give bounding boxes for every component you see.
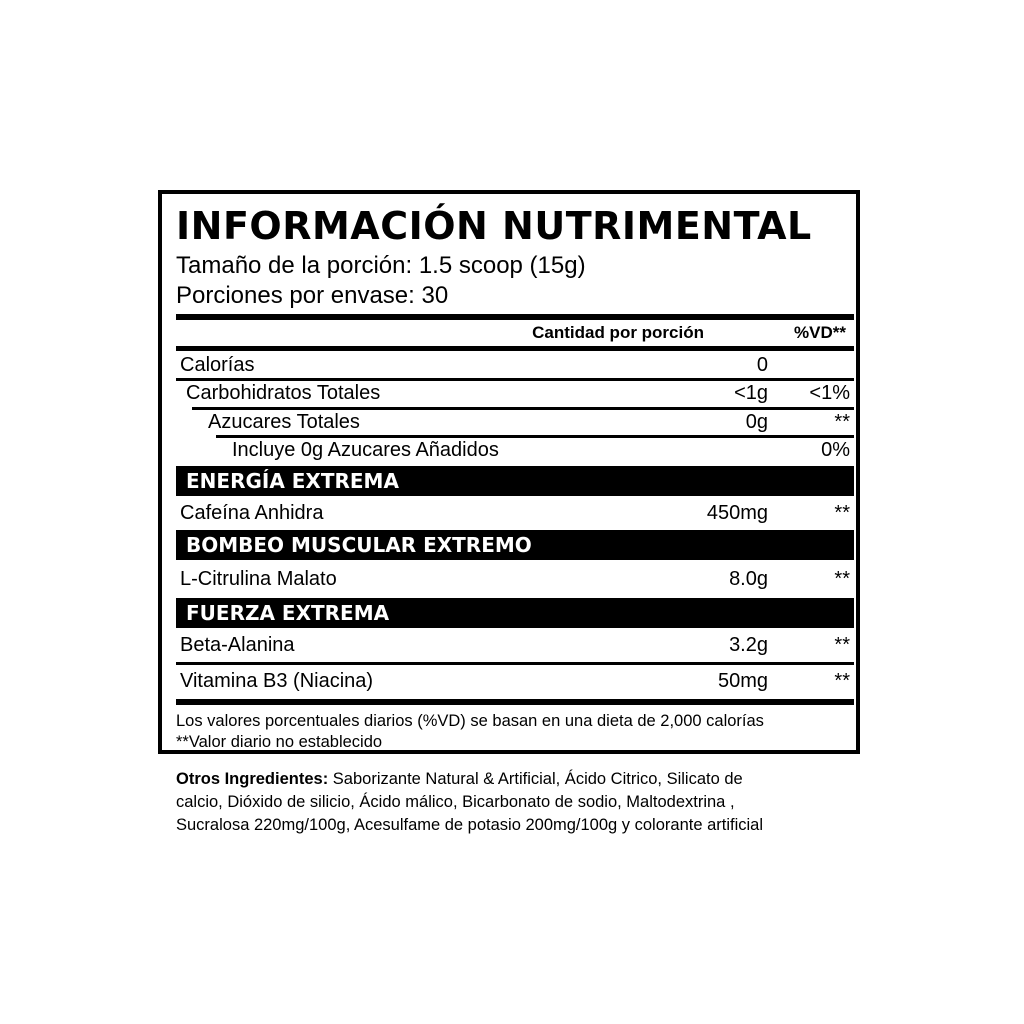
nutrient-dv: **: [834, 670, 850, 692]
nutrient-amount: 0g: [745, 411, 768, 433]
section-band-energy: ENERGÍA EXTREMA: [176, 466, 854, 496]
ingredients-text: Saborizante Natural & Artificial, Ácido Citrico, Silicato de: [328, 770, 743, 788]
row-divider: [176, 662, 854, 665]
nutrient-row-added-sugars: [176, 437, 854, 463]
ingredients-line-3: Sucralosa 220mg/100g, Acesulfame de potasio 200mg/100g y colorante artificial: [176, 816, 764, 834]
nutrient-name: Cafeína Anhidra: [180, 502, 324, 524]
footnote-dv-basis: Los valores porcentuales diarios (%VD) se basan en una dieta de 2,000 calorías: [176, 712, 764, 730]
nutrient-dv: **: [834, 634, 850, 656]
nutrient-name: Incluye 0g Azucares Añadidos: [232, 439, 499, 461]
nutrient-amount: 450mg: [706, 502, 768, 524]
nutrient-dv: <1%: [809, 382, 850, 404]
nutrient-name: Carbohidratos Totales: [186, 382, 381, 404]
thick-divider: [176, 314, 854, 320]
nutrient-row-carbs: [176, 380, 854, 406]
nutrient-row-total-sugars: [176, 409, 854, 435]
nutrient-amount: <1g: [734, 382, 768, 404]
footnote-dv-not-established: **Valor diario no establecido: [176, 733, 383, 751]
label-title: INFORMACIÓN NUTRIMENTAL: [176, 204, 812, 248]
thick-divider: [176, 346, 854, 351]
nutrient-name: Vitamina B3 (Niacina): [180, 670, 374, 692]
nutrient-name: L-Citrulina Malato: [180, 568, 337, 590]
nutrition-facts-panel: [158, 190, 860, 754]
nutrient-dv: 0%: [821, 439, 850, 461]
nutrient-row-caffeine: [176, 500, 854, 526]
other-ingredients: [176, 768, 856, 837]
ingredients-line-1: [176, 768, 856, 791]
nutrient-row-beta-alanine: [176, 632, 854, 658]
daily-value-header: %VD**: [794, 323, 846, 342]
thick-divider: [176, 699, 854, 705]
servings-per-container: Porciones por envase: 30: [176, 282, 449, 309]
nutrient-row-niacin: [176, 668, 854, 694]
section-band-pump: BOMBEO MUSCULAR EXTREMO: [176, 530, 854, 560]
nutrient-dv: **: [834, 502, 850, 524]
nutrient-amount: 3.2g: [729, 634, 768, 656]
section-band-strength: FUERZA EXTREMA: [176, 598, 854, 628]
nutrient-amount: 8.0g: [729, 568, 768, 590]
nutrient-row-citrulline: [176, 566, 854, 592]
nutrient-amount: 0: [756, 354, 768, 376]
nutrient-dv: **: [834, 411, 850, 433]
ingredients-line-2: calcio, Dióxido de silicio, Ácido málico, Bicarbonato de sodio, Maltodextrina ,: [176, 793, 735, 811]
nutrient-name: Calorías: [180, 354, 255, 376]
nutrient-name: Azucares Totales: [208, 411, 360, 433]
nutrient-row-calories: [176, 352, 854, 378]
nutrient-dv: **: [834, 568, 850, 590]
nutrient-name: Beta-Alanina: [180, 634, 295, 656]
nutrient-amount: 50mg: [717, 670, 768, 692]
serving-size: Tamaño de la porción: 1.5 scoop (15g): [176, 252, 586, 279]
other-ingredients-label: Otros Ingredientes:: [176, 770, 329, 788]
amount-per-serving-header: Cantidad por porción: [532, 323, 704, 342]
